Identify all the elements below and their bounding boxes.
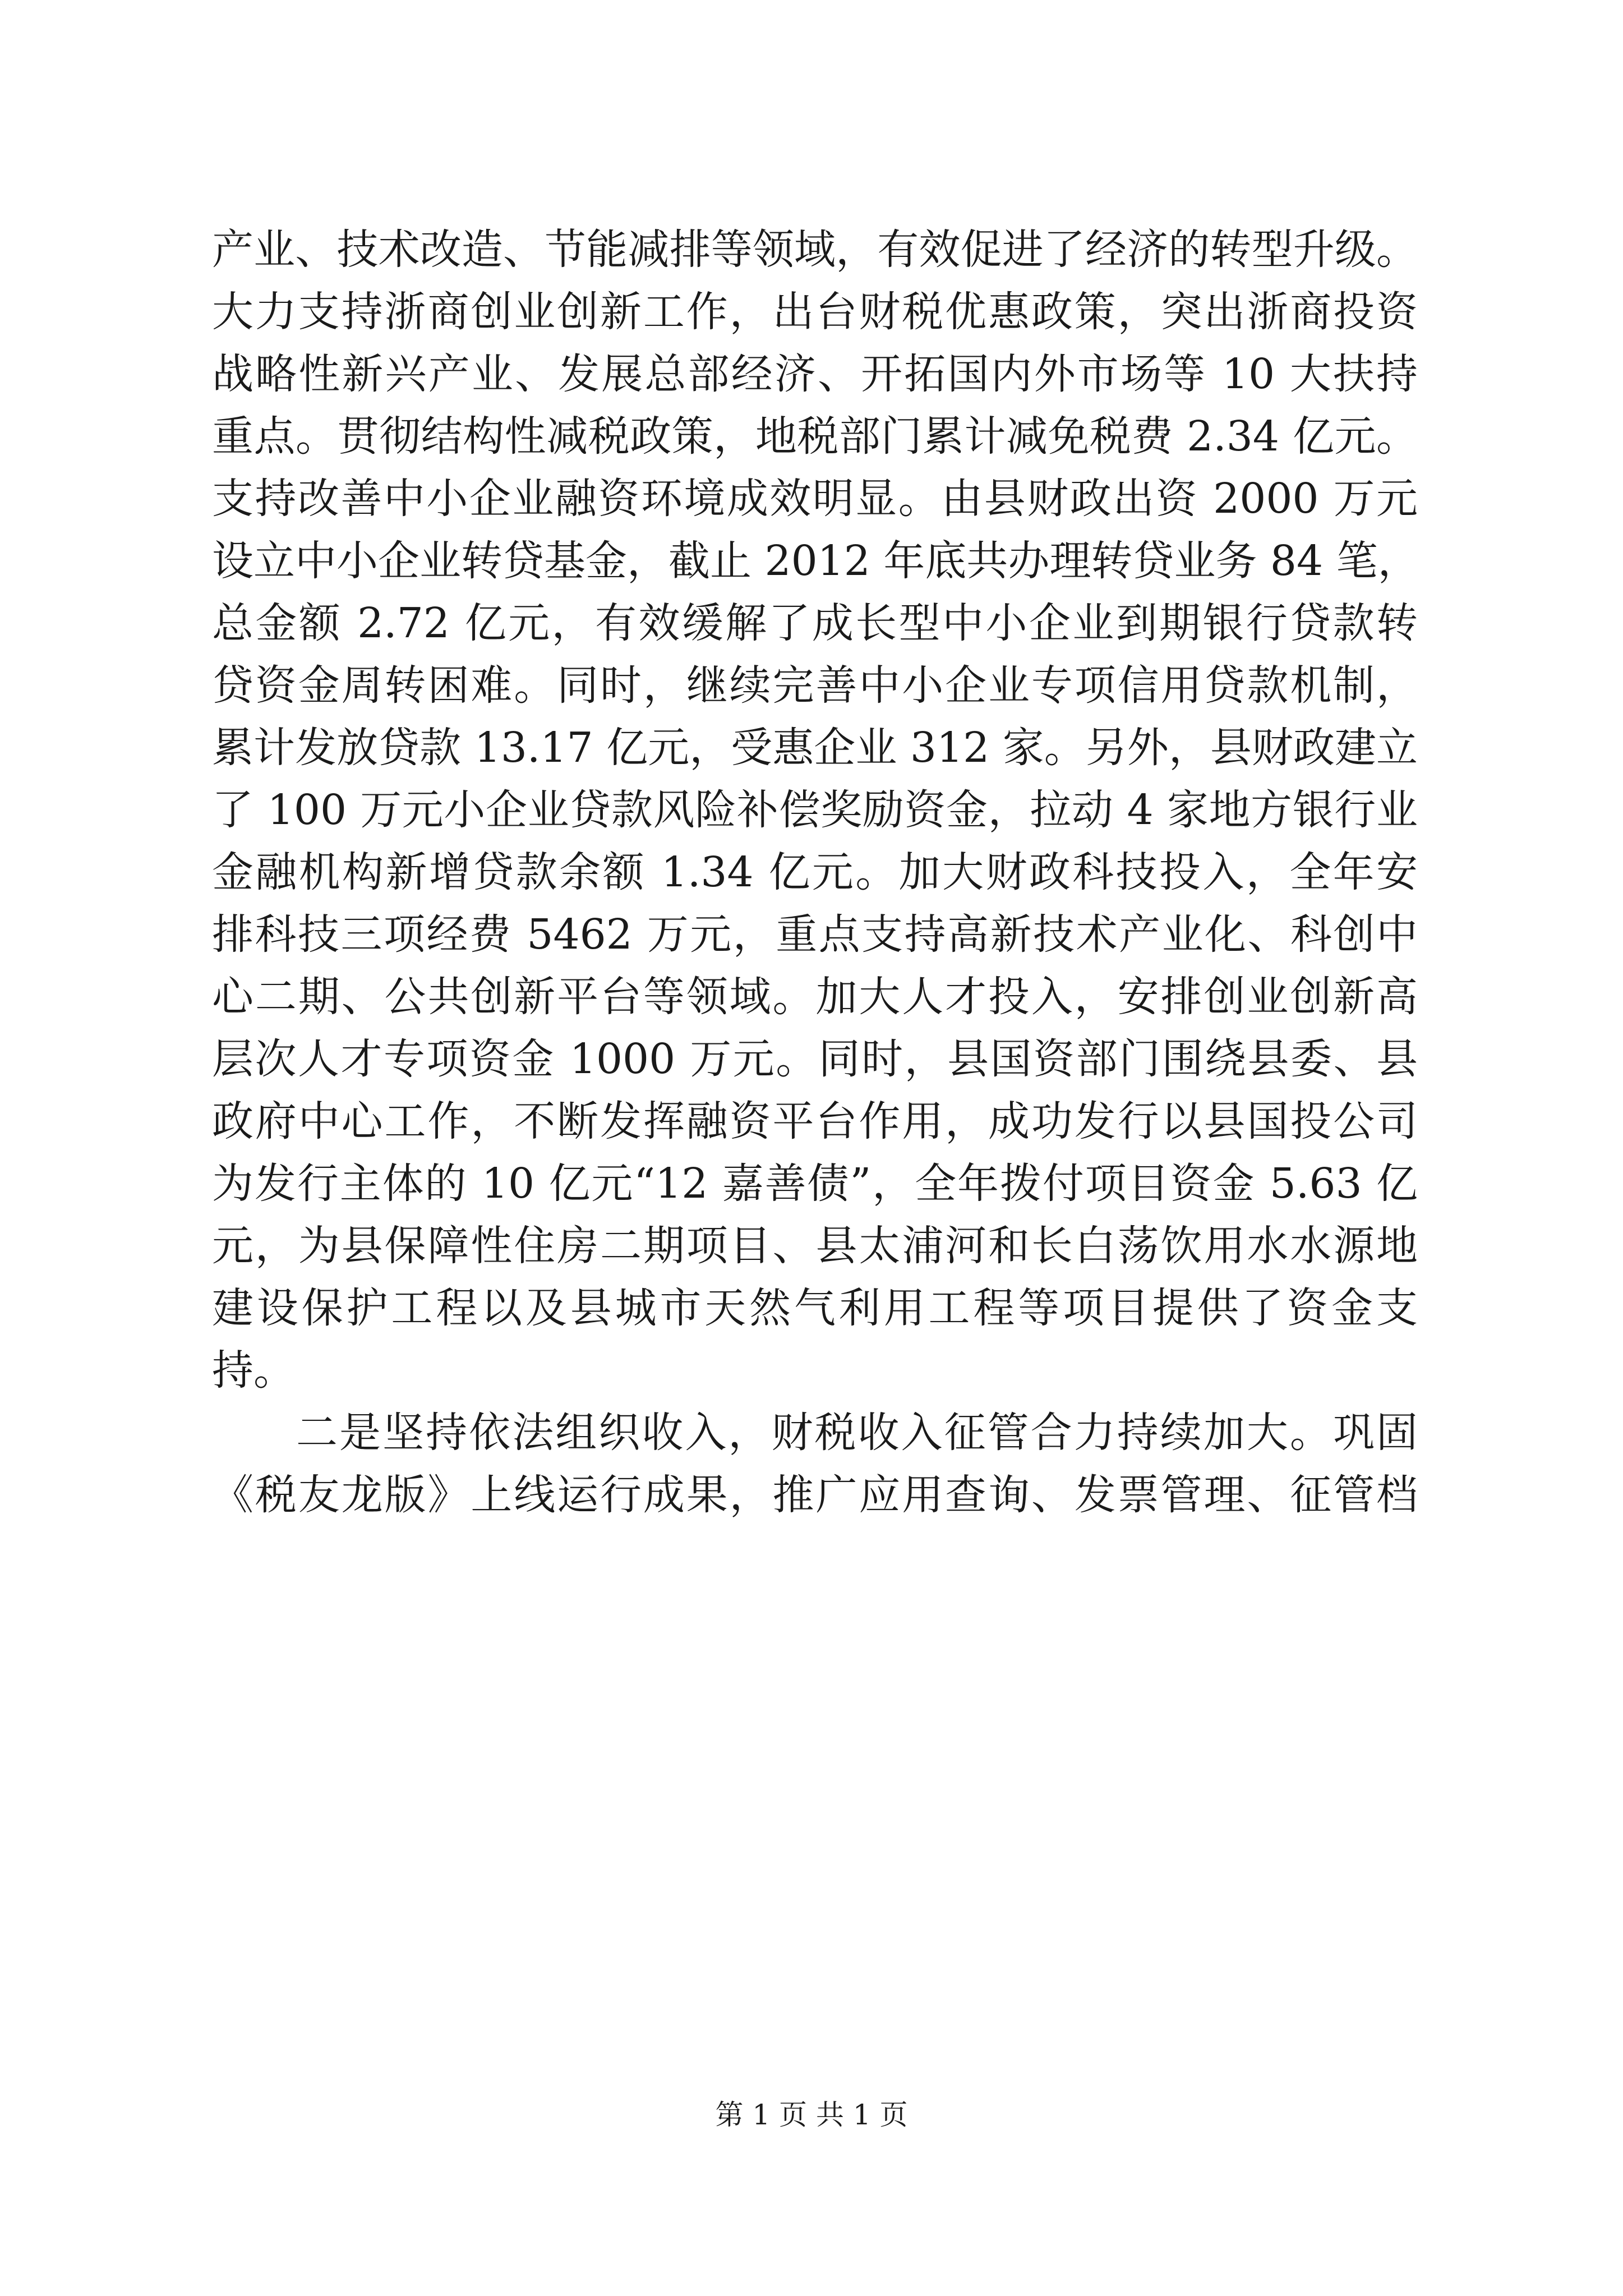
text-line: 排科技三项经费 5462 万元，重点支持高新技术产业化、科创中	[212, 910, 1418, 959]
text-line: 建设保护工程以及县城市天然气利用工程等项目提供了资金支	[212, 1284, 1418, 1332]
text-line: 心二期、公共创新平台等领域。加大人才投入，安排创业创新高	[212, 973, 1418, 1021]
text-line: 产业、技术改造、节能减排等领域，有效促进了经济的转型升级。	[212, 226, 1418, 274]
text-line: 《税友龙版》上线运行成果，推广应用查询、发票管理、征管档	[212, 1471, 1418, 1519]
text-line: 贷资金周转困难。同时，继续完善中小企业专项信用贷款机制，	[212, 661, 1418, 710]
text-line: 政府中心工作，不断发挥融资平台作用，成功发行以县国投公司	[212, 1097, 1418, 1145]
text-line: 战略性新兴产业、发展总部经济、开拓国内外市场等 10 大扶持	[212, 350, 1418, 398]
text-line: 层次人才专项资金 1000 万元。同时，县国资部门围绕县委、县	[212, 1035, 1418, 1083]
page-footer: 第 1 页 共 1 页	[715, 2099, 908, 2131]
text-line: 累计发放贷款 13.17 亿元，受惠企业 312 家。另外，县财政建立	[212, 724, 1418, 772]
text-line: 支持改善中小企业融资环境成效明显。由县财政出资 2000 万元	[212, 475, 1418, 523]
text-line: 持。	[212, 1346, 295, 1395]
text-line: 总金额 2.72 亿元，有效缓解了成长型中小企业到期银行贷款转	[212, 599, 1418, 647]
text-line: 金融机构新增贷款余额 1.34 亿元。加大财政科技投入，全年安	[212, 848, 1418, 896]
text-line: 二是坚持依法组织收入，财税收入征管合力持续加大。巩固	[296, 1409, 1418, 1457]
text-line: 元，为县保障性住房二期项目、县太浦河和长白荡饮用水水源地	[212, 1222, 1418, 1270]
text-line: 设立中小企业转贷基金，截止 2012 年底共办理转贷业务 84 笔，	[212, 537, 1419, 585]
text-line: 大力支持浙商创业创新工作，出台财税优惠政策，突出浙商投资	[212, 288, 1418, 336]
text-line: 为发行主体的 10 亿元“12 嘉善债”，全年拨付项目资金 5.63 亿	[212, 1159, 1418, 1208]
text-line: 重点。贯彻结构性减税政策，地税部门累计减免税费 2.34 亿元。	[212, 412, 1418, 461]
document-body	[212, 219, 1418, 1526]
text-line: 了 100 万元小企业贷款风险补偿奖励资金，拉动 4 家地方银行业	[212, 786, 1418, 834]
